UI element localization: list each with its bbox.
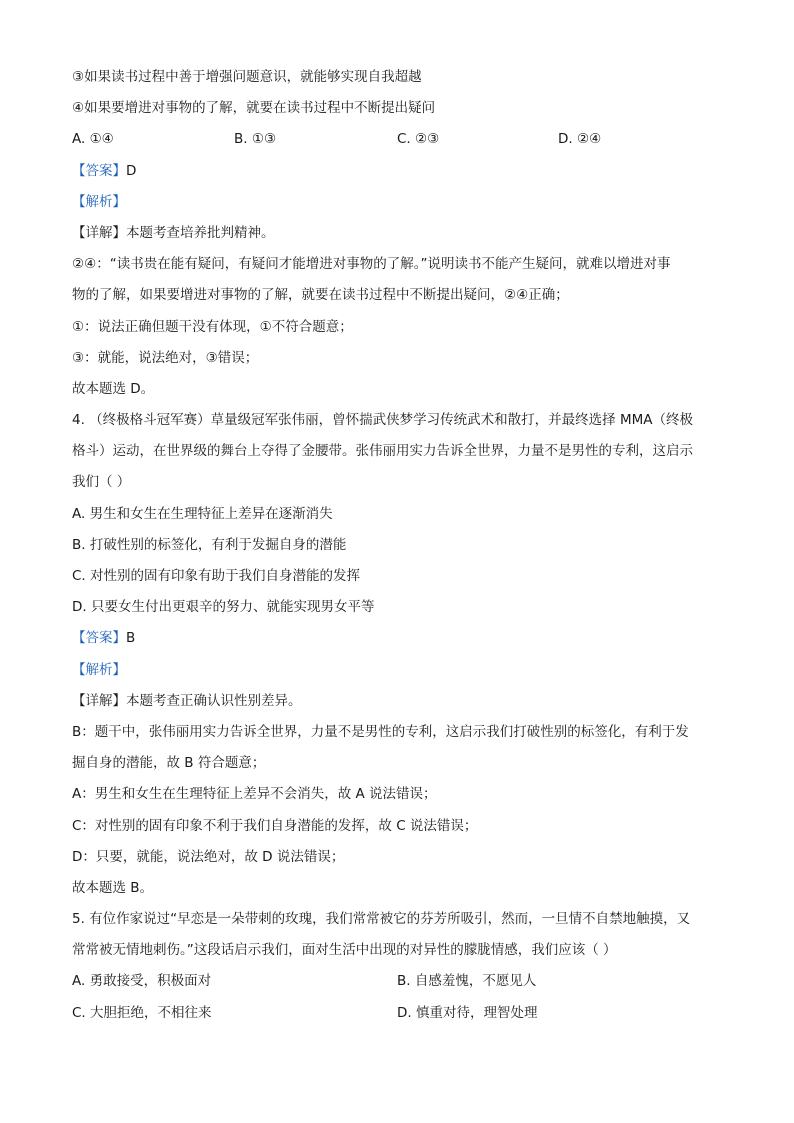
q3-option-a: A. ①④ [72, 131, 114, 148]
q5-stem-1: 5. 有位作家说过“早恋是一朵带刺的玫瑰，我们常常被它的芬芳所吸引，然而，一旦情不自禁地触摸，又 [72, 911, 691, 928]
q4-explanation-c: C：对性别的固有印象不利于我们自身潜能的发挥，故 C 说法错误； [72, 817, 478, 834]
q4-answer [72, 623, 732, 654]
q4-conclusion: 故本题选 B。 [72, 879, 154, 896]
q3-detail [72, 218, 732, 249]
q3-answer [72, 156, 732, 187]
q4-stem-2: 格斗）运动，在世界级的舞台上夺得了金腰带。张伟丽用实力告诉全世界，力量不是男性的专利，这启示 [72, 443, 693, 460]
q3-statement-3: ③如果读书过程中善于增强问题意识，就能够实现自我超越 [72, 69, 422, 85]
q4-detail [72, 686, 732, 717]
q4-option-c: C. 对性别的固有印象有助于我们自身潜能的发挥 [72, 568, 361, 584]
q3-conclusion: 故本题选 D。 [72, 380, 155, 397]
q4-explanation-b-1: B：题干中，张伟丽用实力告诉全世界，力量不是男性的专利，这启示我们打破性别的标签化，有利于发 [72, 723, 689, 740]
q3-option-b: B. ①③ [234, 131, 277, 148]
document-page [72, 62, 732, 1029]
q5-option-a: A. 勇敢接受，积极面对 [72, 973, 212, 990]
q4-analysis-tag: 【解析】 [72, 661, 126, 678]
q3-explanation-1a: ②④：“读书贵在能有疑问，有疑问才能增进对事物的了解。”说明读书不能产生疑问，就难以增进对事 [72, 256, 671, 273]
q3-explanation-2: ①：说法正确但题干没有体现，①不符合题意； [72, 318, 353, 335]
q4-option-d: D. 只要女生付出更艰辛的努力、就能实现男女平等 [72, 599, 375, 616]
q4-explanation-d: D：只要，就能，说法绝对，故 D 说法错误； [72, 848, 345, 865]
q4-explanation-a: A：男生和女生在生理特征上差异不会消失，故 A 说法错误； [72, 786, 437, 803]
detail-text: 本题考查正确认识性别差异。 [126, 692, 302, 709]
q5-options-row-2 [72, 998, 732, 1029]
q4-stem-3: 我们（ ） [72, 474, 131, 491]
q3-options [72, 124, 732, 155]
q3-option-c: C. ②③ [397, 131, 440, 148]
answer-tag: 【答案】 [72, 630, 126, 647]
q3-explanation-1b: 物的了解，如果要增进对事物的了解，就要在读书过程中不断提出疑问，②④正确； [72, 287, 569, 304]
q4-option-a: A. 男生和女生在生理特征上差异在逐渐消失 [72, 505, 333, 522]
q3-option-d: D. ②④ [558, 131, 602, 148]
q5-option-d: D. 慎重对待，理智处理 [397, 1004, 538, 1021]
detail-tag: 【详解】 [72, 224, 126, 241]
q3-analysis-tag: 【解析】 [72, 193, 126, 210]
q4-option-b: B. 打破性别的标签化，有利于发掘自身的潜能 [72, 536, 347, 553]
q5-stem-2: 常常被无情地刺伤。”这段话启示我们，面对生活中出现的对异性的朦胧情感，我们应该（ ） [72, 942, 617, 959]
detail-tag: 【详解】 [72, 692, 126, 709]
detail-text: 本题考查培养批判精神。 [126, 224, 275, 241]
q3-statement-4: ④如果要增进对事物的了解，就要在读书过程中不断提出疑问 [72, 100, 436, 117]
answer-value: D [126, 162, 137, 179]
q5-option-c: C. 大胆拒绝，不相往来 [72, 1004, 212, 1021]
q4-explanation-b-2: 掘自身的潜能，故 B 符合题意； [72, 755, 266, 772]
q4-stem-1: 4. （终极格斗冠军赛）草量级冠军张伟丽，曾怀揣武侠梦学习传统武术和散打，并最终选择 MMA（终极 [72, 412, 693, 429]
answer-value: B [126, 630, 136, 647]
q5-option-b: B. 自感羞愧，不愿见人 [397, 973, 537, 990]
answer-tag: 【答案】 [72, 162, 126, 179]
q3-explanation-3: ③：就能，说法绝对，③错误； [72, 349, 259, 366]
q5-options-row-1 [72, 966, 732, 997]
